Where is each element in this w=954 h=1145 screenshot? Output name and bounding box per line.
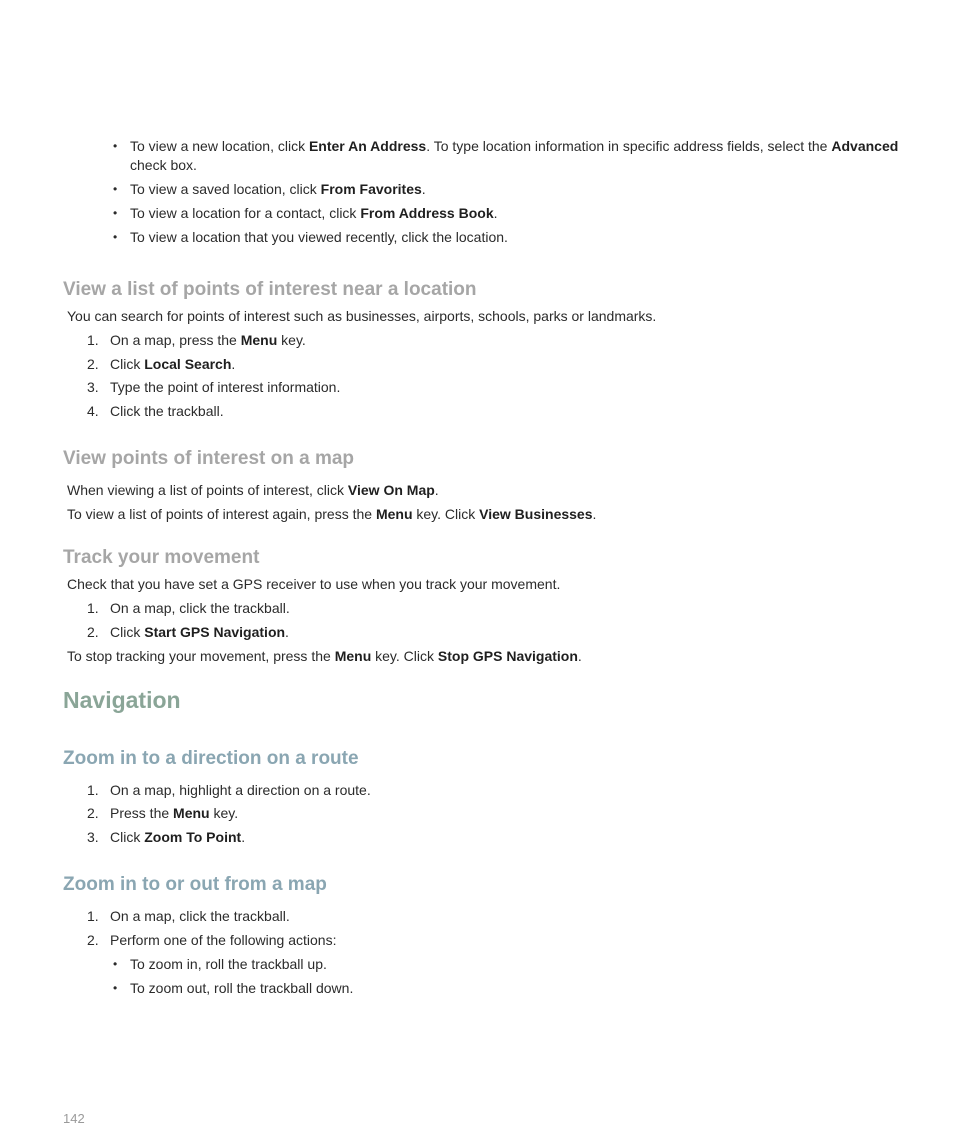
list-item: Click Zoom To Point. xyxy=(110,829,246,845)
list-item: Type the point of interest information. xyxy=(110,379,341,395)
step-number: 1. xyxy=(87,782,99,798)
section-heading: Zoom in to a direction on a route xyxy=(63,748,359,769)
list-item: To view a location for a contact, click From Address Book. xyxy=(130,205,498,221)
page-number: 142 xyxy=(63,1111,85,1126)
bullet-marker: • xyxy=(113,230,118,244)
section-intro: You can search for points of interest such as businesses, airports, schools, parks or landmarks. xyxy=(67,308,657,324)
list-item: Click Local Search. xyxy=(110,356,236,372)
list-item: On a map, press the Menu key. xyxy=(110,332,306,348)
list-item: On a map, click the trackball. xyxy=(110,908,290,924)
section-intro: Check that you have set a GPS receiver to use when you track your movement. xyxy=(67,576,561,592)
bullet-marker: • xyxy=(113,182,118,196)
paragraph: To view a list of points of interest again, press the Menu key. Click View Businesses. xyxy=(67,506,597,522)
section-heading: Zoom in to or out from a map xyxy=(63,874,327,895)
bullet-marker: • xyxy=(113,957,118,971)
list-item: Click the trackball. xyxy=(110,403,224,419)
section-heading: View points of interest on a map xyxy=(63,448,355,469)
list-item: To view a saved location, click From Favorites. xyxy=(130,181,426,197)
bullet-marker: • xyxy=(113,206,118,220)
step-number: 2. xyxy=(87,356,99,372)
bullet-marker: • xyxy=(113,981,118,995)
section-heading: Track your movement xyxy=(63,547,260,568)
step-number: 2. xyxy=(87,932,99,948)
paragraph: To stop tracking your movement, press the Menu key. Click Stop GPS Navigation. xyxy=(67,648,582,664)
list-item: To zoom in, roll the trackball up. xyxy=(130,956,327,972)
bullet-marker: • xyxy=(113,139,118,153)
list-item: On a map, click the trackball. xyxy=(110,600,290,616)
list-item: Perform one of the following actions: xyxy=(110,932,337,948)
list-item: To view a new location, click Enter An Address. To type location information in specific address fields, select the Advanced check box. xyxy=(130,138,899,173)
step-number: 1. xyxy=(87,908,99,924)
list-item: On a map, highlight a direction on a route. xyxy=(110,782,371,798)
step-number: 3. xyxy=(87,379,99,395)
step-number: 3. xyxy=(87,829,99,845)
chapter-heading: Navigation xyxy=(63,687,181,713)
paragraph: When viewing a list of points of interest, click View On Map. xyxy=(67,482,439,498)
step-number: 1. xyxy=(87,332,99,348)
list-item: Click Start GPS Navigation. xyxy=(110,624,289,640)
list-item: Press the Menu key. xyxy=(110,805,239,821)
section-heading: View a list of points of interest near a location xyxy=(63,279,477,300)
list-item: To zoom out, roll the trackball down. xyxy=(130,980,354,996)
step-number: 2. xyxy=(87,624,99,640)
step-number: 2. xyxy=(87,805,99,821)
list-item: To view a location that you viewed recently, click the location. xyxy=(130,229,508,245)
step-number: 1. xyxy=(87,600,99,616)
step-number: 4. xyxy=(87,403,99,419)
